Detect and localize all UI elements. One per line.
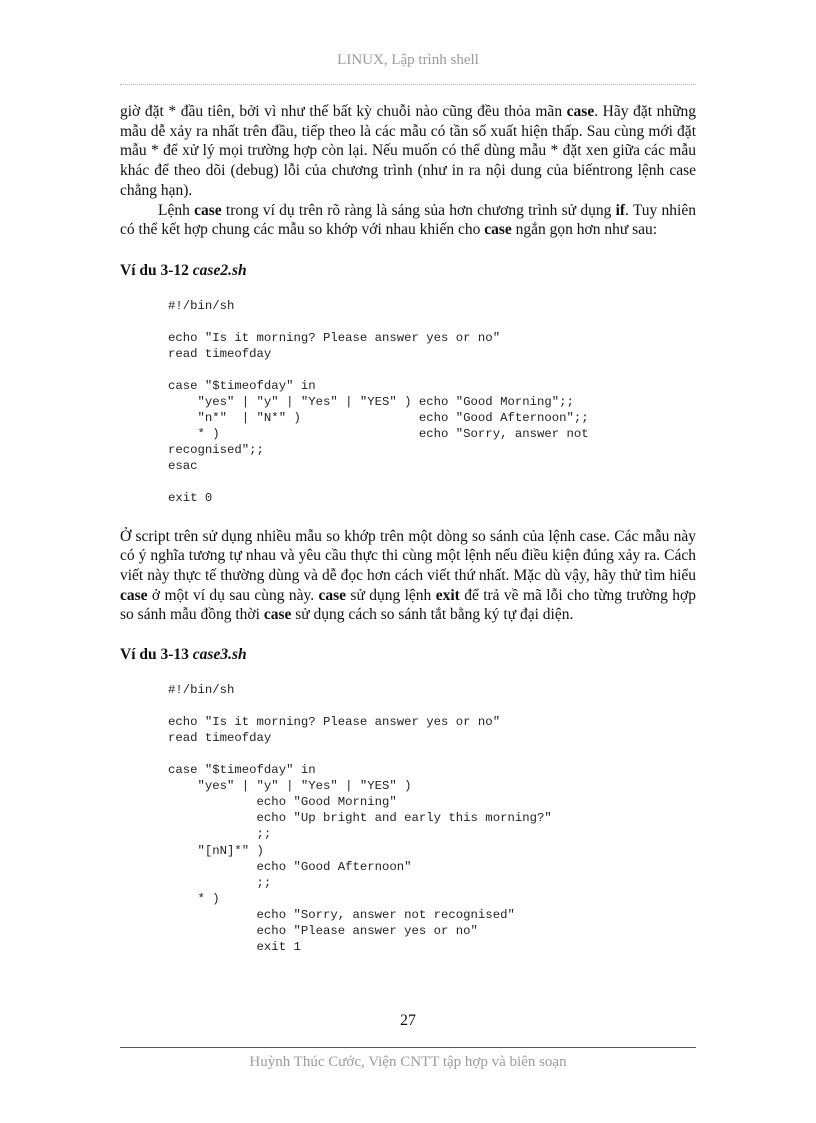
header-divider xyxy=(120,84,696,85)
keyword-case: case xyxy=(318,586,347,604)
code-listing: #!/bin/sh echo "Is it morning? Please answer yes or no" read timeofday case "$timeofday" in "yes" | "y" | "Yes" | "YES" ) echo "Good Morning" echo "Up bright and early this morning?" ;; "[nN]*" ) echo "Good Afternoon" ;; * ) echo "Sorry, answer not recognised" echo "Please answer yes or no" exit 1 xyxy=(168,683,552,954)
keyword-case: case xyxy=(194,201,222,219)
keyword-case: case xyxy=(484,221,512,239)
keyword-if: if xyxy=(615,201,626,219)
code-block-1 xyxy=(0,298,696,507)
keyword-case: case xyxy=(263,606,292,624)
paragraph-1: giờ đặt * đầu tiên, bởi vì như thế bất kỳ chuỗi nào cũng đều thỏa mãn case. Hãy đặt những mẫu dễ xảy ra nhất trên đầu, tiếp theo là các mẫu có tần số xuất hiện thấp. Sau cùng mới đặt mẫu * để xử lý mọi trường hợp còn lại. Nếu muốn có thể dùng mẫu * đặt xen giữa các mẫu khác để theo dõi (debug) lỗi của chương trình (như in ra nội dung của biếntrong lệnh case chẳng hạn). xyxy=(120,103,696,199)
page-number: 27 xyxy=(400,1012,416,1029)
footer-credit: Huỳnh Thúc Cước, Viện CNTT tập hợp và biên soạn xyxy=(249,1054,567,1070)
running-header: LINUX, Lập trình shell xyxy=(337,52,479,68)
keyword-exit: exit xyxy=(435,586,460,604)
keyword-case: case xyxy=(120,586,148,604)
paragraph-2: Lệnh case trong ví dụ trên rõ ràng là sáng sủa hơn chương trình sử dụng if. Tuy nhiên có thể kết hợp chung các mẫu so khớp với nhau khiến cho case ngắn gọn hơn như sau: xyxy=(120,201,696,239)
code-block-2 xyxy=(0,682,696,955)
example-filename: case3.sh xyxy=(192,646,247,664)
example-filename: case2.sh xyxy=(192,261,247,279)
paragraph-3: Ở script trên sử dụng nhiều mẫu so khớp trên một dòng so sánh của lệnh case. Các mẫu này có ý nghĩa tương tự nhau và yêu cầu thực thi cùng một lệnh nếu điều kiện đúng xảy ra. Cách viết này thực tế thường dùng và dễ đọc hơn cách viết thứ nhất. Mặc dù vậy, hãy thử tìm hiểu case ở một ví dụ sau cùng này. case sử dụng lệnh exit để trả về mã lỗi cho từng trường hợp so sánh mẫu đồng thời case sử dụng cách so sánh tắt bằng ký tự đại diện. xyxy=(120,527,696,624)
page-body xyxy=(120,102,696,955)
keyword-case: case xyxy=(566,103,595,120)
code-listing: #!/bin/sh echo "Is it morning? Please answer yes or no" read timeofday case "$timeofday" in "yes" | "y" | "Yes" | "YES" ) echo "Good Morning";; "n*" | "N*" ) echo "Good Afternoon";; * ) echo "Sorry, answer not recognised";; esac exit 0 xyxy=(168,298,589,506)
footer-divider xyxy=(120,1047,696,1048)
example-title-1: Ví du 3-12 case2.sh xyxy=(120,261,247,279)
example-title-2: Ví du 3-13 case3.sh xyxy=(120,646,247,664)
